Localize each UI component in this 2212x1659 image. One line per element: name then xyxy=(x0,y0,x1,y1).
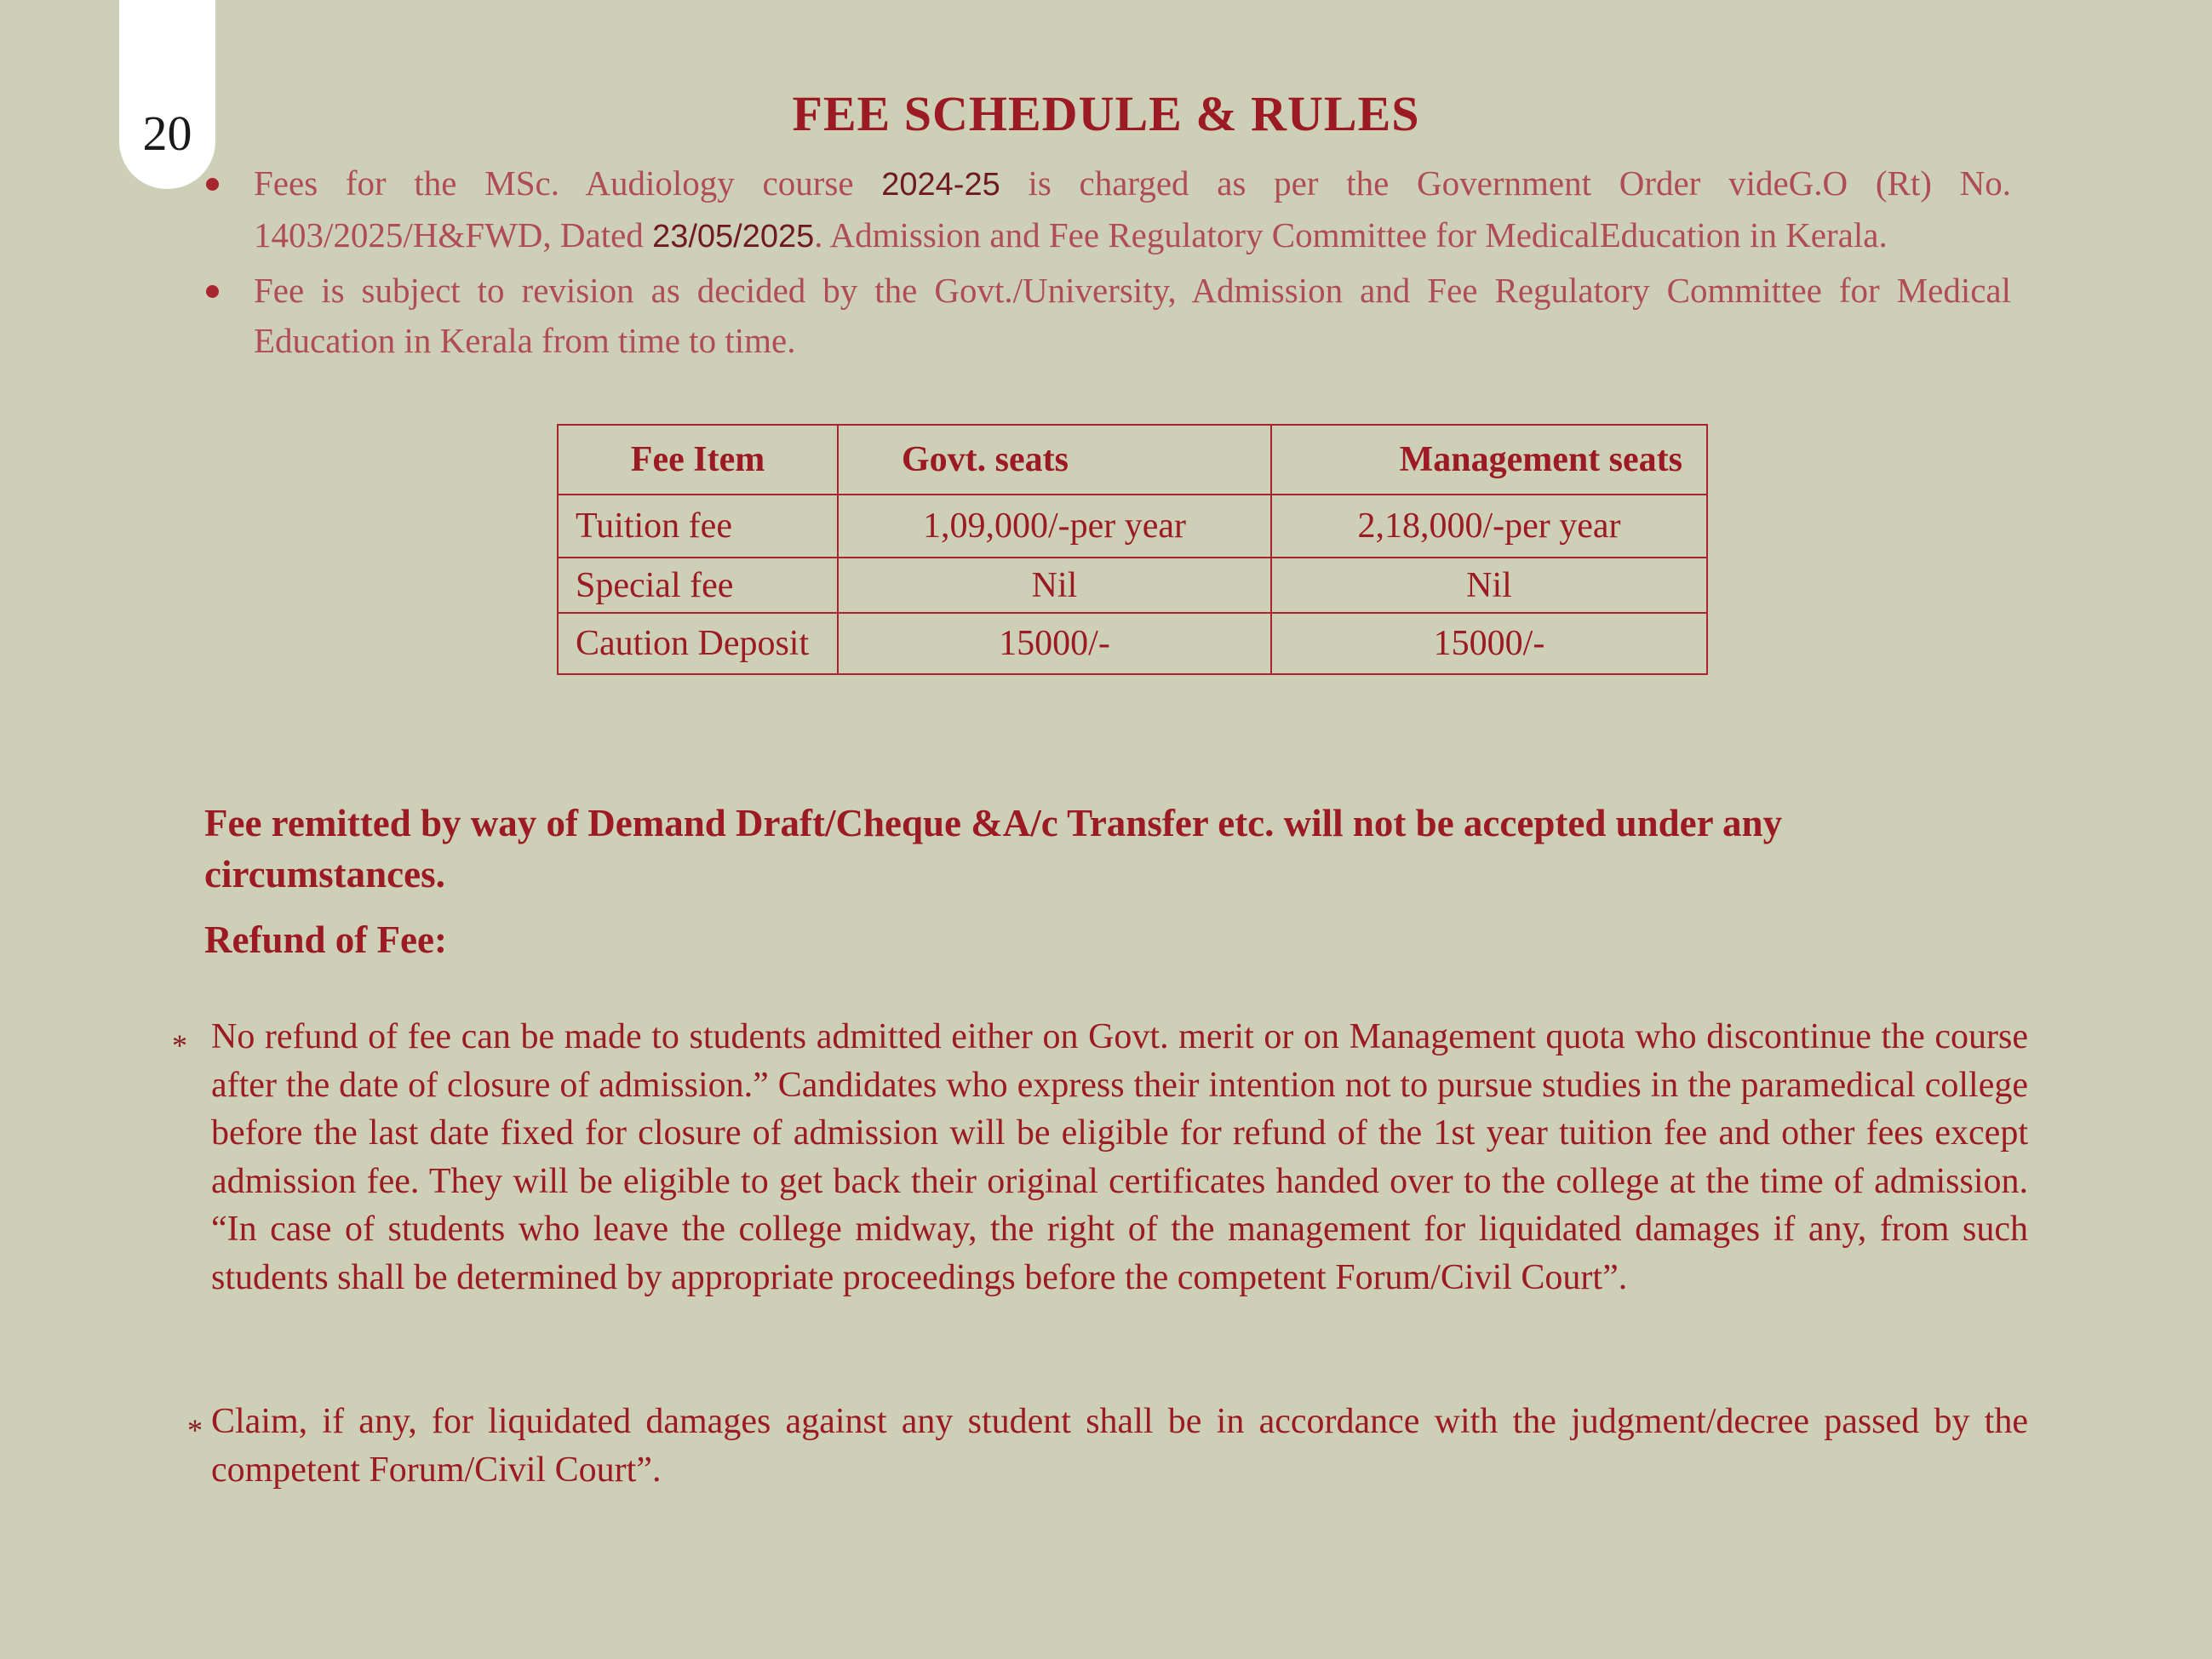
table-row xyxy=(558,613,1707,674)
order-date: 23/05/2025 xyxy=(652,219,815,255)
cell-govt: 15000/- xyxy=(838,613,1271,674)
course-year: 2024-25 xyxy=(881,167,1000,203)
refund-heading: Refund of Fee: xyxy=(204,918,447,961)
cell-govt: 1,09,000/-per year xyxy=(838,495,1271,558)
cell-fee-item: Caution Deposit xyxy=(558,613,838,674)
refund-rule-2-text: Claim, if any, for liquidated damages against any student shall be in accordance with the judgment/decree passed by the competent Forum/Civil Court”. xyxy=(211,1402,2028,1490)
cell-fee-item: Special fee xyxy=(558,558,838,613)
table-row xyxy=(558,558,1707,613)
fee-table-header-row xyxy=(558,425,1707,495)
cell-management: 2,18,000/-per year xyxy=(1271,495,1707,558)
asterisk-icon: * xyxy=(187,1413,203,1447)
bullet1-text-4: . Admission and Fee Regulatory Committee for MedicalEducation in Kerala. xyxy=(814,215,1888,255)
bullet1-text-3: , Dated xyxy=(542,215,653,255)
table-row xyxy=(558,495,1707,558)
payment-notice: Fee remitted by way of Demand Draft/Cheque &A/c Transfer etc. will not be accepted under any circumstances. xyxy=(204,802,1783,895)
intro-list xyxy=(198,158,2011,369)
intro-bullet-fees-order xyxy=(198,158,2011,262)
cell-govt: Nil xyxy=(838,558,1271,613)
header-fee-item: Fee Item xyxy=(558,425,838,495)
bullet2-text: Fee is subject to revision as decided by the Govt./University, Admission and Fee Regulatory Committee for Medical Education in Kerala from time to time. xyxy=(254,271,2011,360)
page-number: 20 xyxy=(142,106,192,161)
page-title: FEE SCHEDULE & RULES xyxy=(792,86,1420,141)
intro-bullet-revision xyxy=(198,266,2011,366)
bullet-dot-icon xyxy=(206,285,219,298)
cell-fee-item: Tuition fee xyxy=(558,495,838,558)
header-govt-seats: Govt. seats xyxy=(838,425,1271,495)
header-management-seats: Management seats xyxy=(1271,425,1707,495)
bullet1-text-1: Fees for the MSc. Audiology course xyxy=(254,163,882,203)
refund-rule-2 xyxy=(187,1398,2028,1494)
bullet1-text-2: is charged as per the Government Order videG.O (Rt) No. 1403/2025/H&FWD xyxy=(254,163,2011,255)
cell-management: Nil xyxy=(1271,558,1707,613)
cell-management: 15000/- xyxy=(1271,613,1707,674)
asterisk-icon: * xyxy=(172,1028,187,1062)
refund-rule-1-text: No refund of fee can be made to students admitted either on Govt. merit or on Management quota who discontinue the course after the date of closure of admission.” Candidates who express their intention not to pursue studies in the paramedical college before the last date fixed for closure of admission will be eligible for refund of the 1st year tuition fee and other fees except admission fee. They will be eligible to get back their original certificates handed over to the college at the time of admission. “In case of students who leave the college midway, the right of the management for liquidated damages if any, from such students shall be determined by appropriate proceedings before the competent Forum/Civil Court”. xyxy=(211,1017,2028,1297)
refund-rule-1 xyxy=(172,1013,2028,1301)
bullet-dot-icon xyxy=(206,178,219,191)
fee-table xyxy=(557,424,1708,675)
